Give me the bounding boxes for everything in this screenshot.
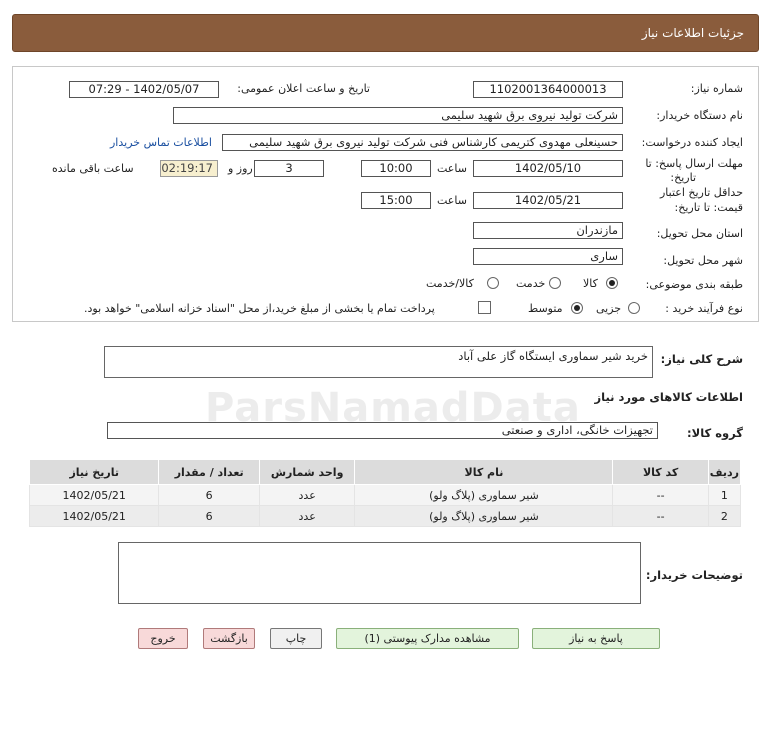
validity-time-field: 15:00 [361, 192, 431, 209]
cell-item-name: شیر سماوری (پلاگ ولو) [355, 485, 613, 506]
remaining-label: ساعت باقی مانده [52, 162, 134, 175]
cell-need-date: 1402/05/21 [30, 506, 159, 527]
treasury-payment-checkbox[interactable] [478, 301, 491, 314]
deadline-date-field: 1402/05/10 [473, 160, 623, 177]
cell-row-number: 1 [708, 485, 740, 506]
category-radio-both[interactable] [487, 277, 499, 289]
goods-group-field: تجهیزات خانگی، اداری و صنعتی [107, 422, 658, 439]
category-radio-service[interactable] [549, 277, 561, 289]
page-header [12, 14, 759, 52]
purchase-option-minor: جزیی [596, 302, 622, 315]
buyer-notes-label: توضیحات خریدار: [645, 568, 743, 582]
cell-unit: عدد [259, 506, 355, 527]
cell-quantity: 6 [159, 485, 259, 506]
city-field: ساری [473, 248, 623, 265]
cell-row-number: 2 [708, 506, 740, 527]
table-header-row [30, 460, 741, 485]
col-header-item-code: کد کالا [613, 460, 708, 485]
cell-quantity: 6 [159, 506, 259, 527]
days-field: 3 [254, 160, 324, 177]
purchase-radio-minor[interactable] [628, 302, 640, 314]
items-table [29, 459, 741, 527]
remaining-time-field: 02:19:17 [160, 160, 218, 177]
creator-field: حسینعلی مهدوی کتریمی کارشناس فنی شرکت تولید نیروی برق شهید سلیمی [222, 134, 623, 151]
announce-field: 1402/05/07 - 07:29 [69, 81, 219, 98]
col-header-item-name: نام کالا [355, 460, 613, 485]
days-label: روز و [228, 162, 253, 175]
watermark-logo: ParsNamadData [205, 385, 581, 431]
cell-item-code: -- [613, 485, 708, 506]
buyer-org-field: شرکت تولید نیروی برق شهید سلیمی [173, 107, 623, 124]
deadline-time-field: 10:00 [361, 160, 431, 177]
col-header-unit: واحد شمارش [259, 460, 355, 485]
col-header-row-number: ردیف [708, 460, 740, 485]
purchase-option-medium: متوسط [528, 302, 563, 315]
category-option-both: کالا/خدمت [426, 277, 474, 290]
description-label: شرح کلی نیاز: [660, 352, 743, 366]
category-radio-goods[interactable] [606, 277, 618, 289]
validity-label-1: حداقل تاریخ اعتبار [659, 186, 743, 199]
cell-need-date: 1402/05/21 [30, 485, 159, 506]
category-option-goods: کالا [583, 277, 598, 290]
city-label: شهر محل تحویل: [663, 254, 743, 267]
view-attachments-button[interactable]: مشاهده مدارک پیوستی (1) [336, 628, 519, 649]
purchase-type-label: نوع فرآیند خرید : [665, 302, 743, 315]
category-label: طبقه بندی موضوعی: [645, 278, 743, 291]
validity-date-field: 1402/05/21 [473, 192, 623, 209]
col-header-need-date: تاریخ نیاز [30, 460, 159, 485]
creator-label: ایجاد کننده درخواست: [641, 136, 743, 149]
deadline-label-2: تاریخ: [670, 171, 696, 184]
buyer-org-label: نام دستگاه خریدار: [656, 109, 743, 122]
goods-group-label: گروه کالا: [687, 426, 743, 440]
province-label: استان محل تحویل: [656, 227, 743, 240]
reply-button[interactable]: پاسخ به نیاز [532, 628, 660, 649]
cell-unit: عدد [259, 485, 355, 506]
page-title: جزئیات اطلاعات نیاز [641, 26, 744, 40]
cell-item-name: شیر سماوری (پلاگ ولو) [355, 506, 613, 527]
deadline-label-1: مهلت ارسال پاسخ: تا [645, 157, 743, 170]
back-button[interactable]: بازگشت [203, 628, 255, 649]
validity-time-label: ساعت [437, 194, 467, 207]
table-row [30, 485, 741, 506]
goods-section-title: اطلاعات کالاهای مورد نیاز [594, 390, 743, 404]
buyer-contact-link[interactable]: اطلاعات تماس خریدار [110, 136, 212, 149]
table-row [30, 506, 741, 527]
cell-item-code: -- [613, 506, 708, 527]
need-number-field: 1102001364000013 [473, 81, 623, 98]
province-field: مازندران [473, 222, 623, 239]
validity-label-2: قیمت: تا تاریخ: [674, 201, 743, 214]
description-field: خرید شیر سماوری ایستگاه گاز علی آباد [104, 346, 653, 378]
print-button[interactable]: چاپ [270, 628, 322, 649]
exit-button[interactable]: خروج [138, 628, 188, 649]
col-header-quantity: تعداد / مقدار [159, 460, 259, 485]
purchase-radio-medium[interactable] [571, 302, 583, 314]
need-number-label: شماره نیاز: [690, 82, 743, 95]
buyer-notes-field [118, 542, 641, 604]
treasury-payment-note: پرداخت تمام یا بخشی از مبلغ خرید،از محل "اسناد خزانه اسلامی" خواهد بود. [84, 302, 435, 315]
deadline-time-label: ساعت [437, 162, 467, 175]
announce-label: تاریخ و ساعت اعلان عمومی: [237, 82, 370, 95]
category-option-service: خدمت [516, 277, 546, 290]
